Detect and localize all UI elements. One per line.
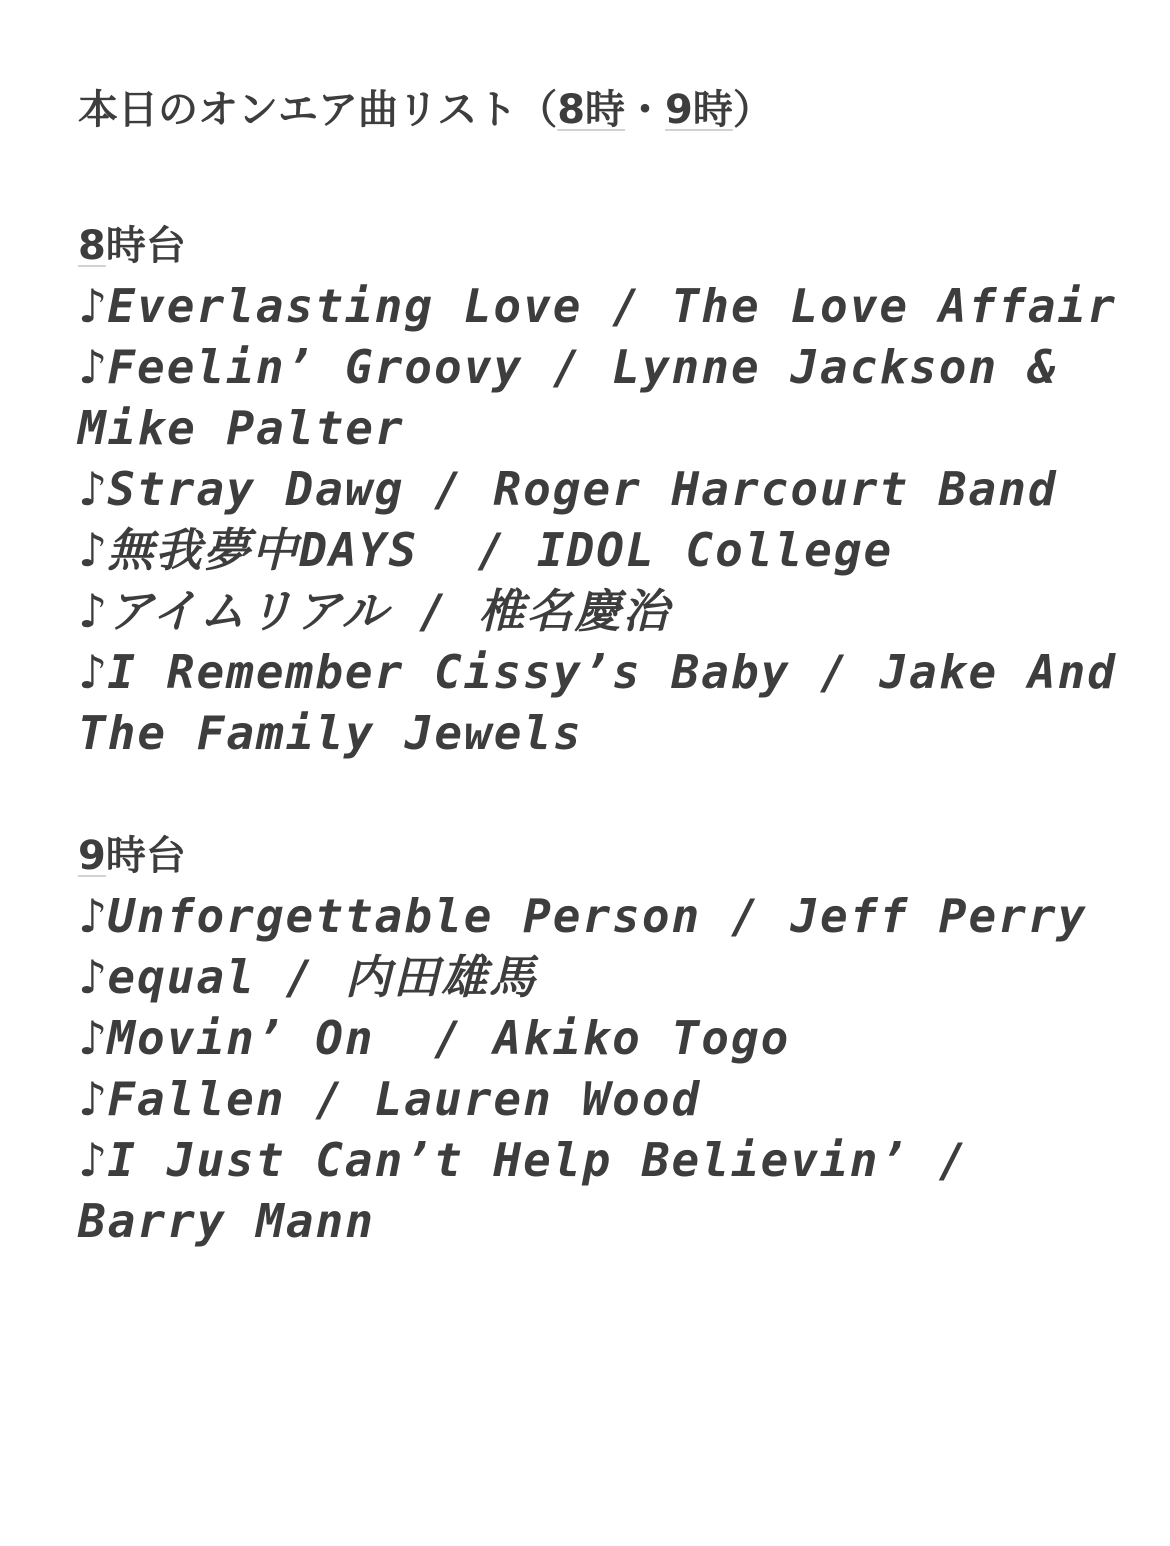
track-item	[78, 1008, 1138, 1069]
music-note-icon: ♪	[78, 1133, 108, 1187]
section-8-oclock	[78, 216, 1147, 764]
title-prefix: 本日のオンエア曲リスト（	[78, 87, 558, 133]
track-text: I Just Can’t Help Believin’ / Barry Mann	[78, 1133, 999, 1248]
music-note-icon: ♪	[78, 950, 108, 1004]
track-text: 無我夢中DAYS / IDOL College	[107, 523, 894, 577]
track-item	[78, 947, 1138, 1008]
section-heading	[78, 826, 1138, 886]
music-note-icon: ♪	[78, 340, 108, 394]
track-item	[78, 642, 1147, 764]
track-item	[78, 581, 1138, 642]
track-text: I Remember Cissy’s Baby / Jake And The Family Jewels	[78, 645, 1147, 760]
title-suffix: ）	[732, 87, 773, 133]
section-heading	[78, 216, 1138, 276]
playlist-document	[78, 84, 1147, 1252]
track-text: Feelin’ Groovy / Lynne Jackson & Mike Palter	[78, 340, 1088, 455]
track-text: アイムリアル / 椎名慶治	[107, 584, 671, 638]
track-item	[78, 337, 1138, 459]
page-title	[78, 84, 1138, 136]
music-note-icon: ♪	[78, 584, 108, 638]
title-separator: ・	[625, 87, 666, 133]
section-9-oclock	[78, 826, 1138, 1252]
track-text: Unforgettable Person / Jeff Perry	[107, 889, 1088, 943]
music-note-icon: ♪	[78, 1072, 108, 1126]
section-heading-suffix: 時台	[105, 833, 186, 879]
track-text: Movin’ On / Akiko Togo	[107, 1011, 791, 1065]
track-text: Everlasting Love / The Love Affair	[107, 279, 1117, 333]
track-item	[78, 520, 1138, 581]
track-item	[78, 276, 1138, 337]
music-note-icon: ♪	[78, 889, 108, 943]
title-hour-9-link[interactable]: 9時	[665, 87, 733, 133]
music-note-icon: ♪	[78, 279, 108, 333]
track-list	[78, 886, 1138, 1252]
music-note-icon: ♪	[78, 523, 108, 577]
track-item	[78, 886, 1138, 947]
track-text: Stray Dawg / Roger Harcourt Band	[107, 462, 1058, 516]
track-item	[78, 1069, 1138, 1130]
track-item	[78, 1130, 1138, 1252]
section-heading-suffix: 時台	[105, 223, 186, 269]
track-list	[78, 276, 1147, 764]
music-note-icon: ♪	[78, 645, 108, 699]
track-text: Fallen / Lauren Wood	[107, 1072, 702, 1126]
track-item	[78, 459, 1138, 520]
track-text: equal / 内田雄馬	[107, 950, 537, 1004]
title-hour-8-link[interactable]: 8時	[557, 87, 626, 133]
section-hour-link[interactable]: 9	[78, 833, 106, 879]
music-note-icon: ♪	[78, 1011, 108, 1065]
music-note-icon: ♪	[78, 462, 108, 516]
section-hour-link[interactable]: 8	[78, 223, 106, 269]
